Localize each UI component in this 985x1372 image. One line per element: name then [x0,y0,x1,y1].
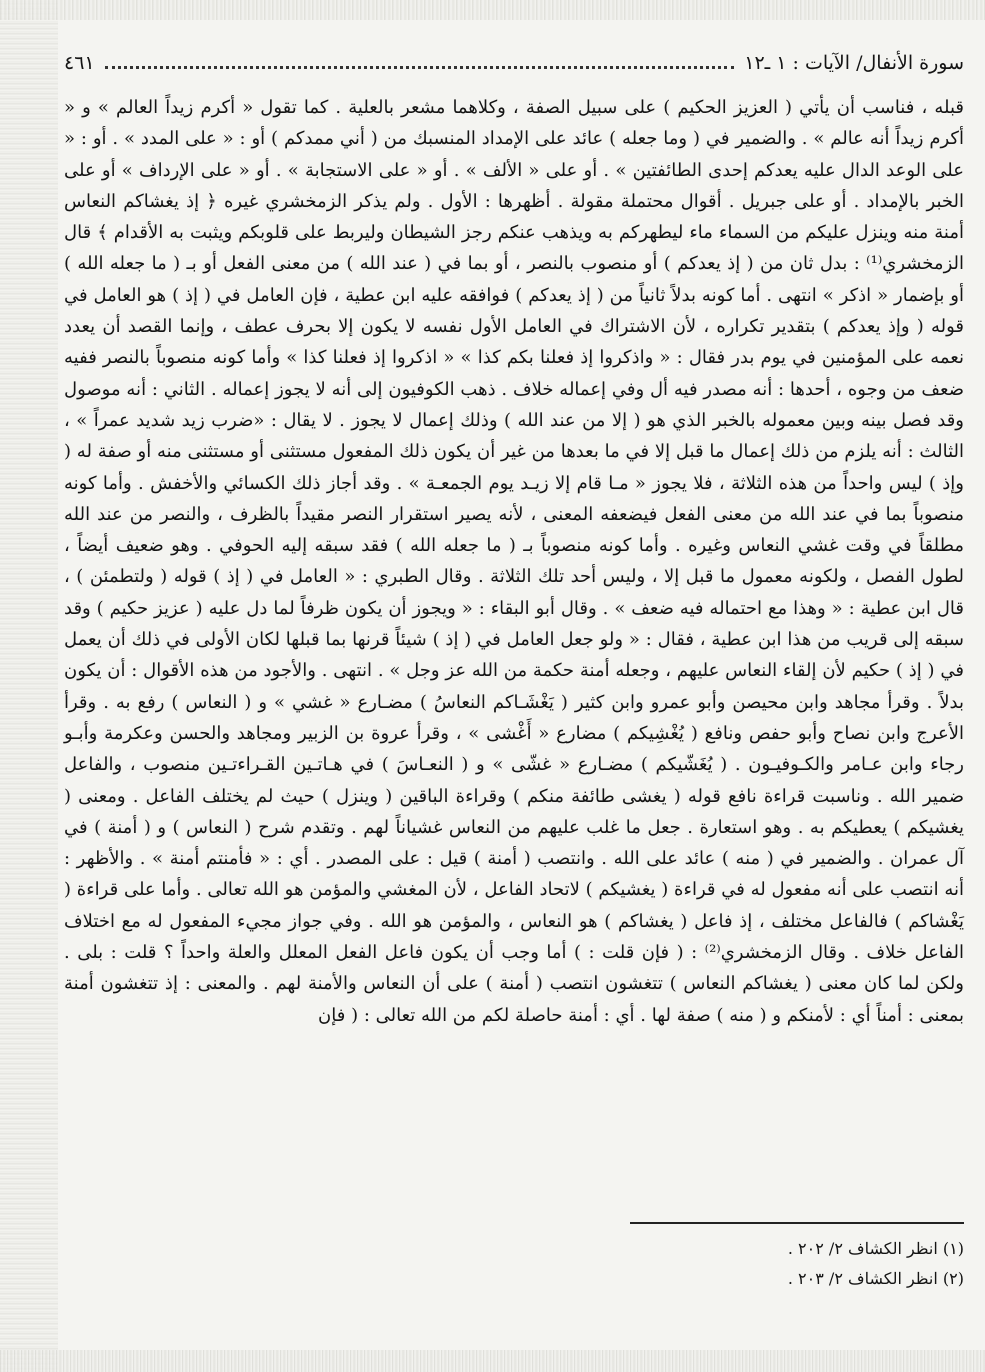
scan-edge-bottom [0,1350,985,1372]
scan-edge-left [0,0,58,1372]
page-number: ٤٦١ [64,52,95,74]
header-leader-dots [105,56,735,69]
surah-title: سورة الأنفال/ الآيات : ١ ـ١٢ [744,52,964,74]
body-paragraph: قبله ، فناسب أن يأتي ( العزيز الحكيم ) على سبيل الصفة ، وكلاهما مشعر بالعلية . كما تقول « أكرم زيداً العالم » و « أكرم زيداً أنه عالم » . والضمير في ( وما جعله ) عائد على الإمداد المنسبك من ( أني ممدكم ) أو : « على المدد » . أو : « على الوعد الدال عليه يعدكم إحدى الطائفتين » . أو على « الألف » . أو « على الاستجابة » . أو « على الإرداف » أو على الخبر بالإمداد . أو على جبريل . أقوال محتملة مقولة . أظهرها : الأول . ولم يذكر الزمخشري غيره ﴿ إذ يغشاكم النعاس أمنة منه وينزل عليكم من السماء ماء ليطهركم به ويذهب عنكم رجز الشيطان وليربط على قلوبكم ويثبت به الأقدام ﴾ قال الزمخشري⁽¹⁾ : بدل ثان من ( إذ يعدكم ) أو منصوب بالنصر ، أو بما في ( عند الله ) من معنى الفعل أو بـ ( ما جعله الله ) أو بإضمار « اذكر » انتهى . أما كونه بدلاً ثانياً من ( إذ يعدكم ) فوافقه عليه ابن عطية ، فإن العامل في ( إذ ) هو العامل في قوله ( وإذ يعدكم ) بتقدير تكراره ، لأن الاشتراك في العامل الأول نفسه لا يكون إلا بحرف عطف ، وإنما القصد أن يعدد نعمه على المؤمنين في يوم بدر فقال : « واذكروا إذ فعلنا بكم كذا » « اذكروا إذ فعلنا كذا » وأما كونه منصوباً بالنصر ففيه ضعف من وجوه ، أحدها : أنه مصدر فيه أل وفي إعماله خلاف . ذهب الكوفيون إلى أنه لا يجوز إعماله . الثاني : أنه موصول وقد فصل بينه وبين معموله بالخبر الذي هو ( إلا من عند الله ) وذلك إعمال لا يجوز . لا يقال : «ضرب زيد شديد عمراً » ، الثالث : أنه يلزم من ذلك إعمال ما قبل إلا في ما بعدها من غير أن يكون ذلك المفعول مستثنى أو مستثنى منه أو صفة له ( وإذ ) ليس واحداً من هذه الثلاثة ، فلا يجوز « مـا قام إلا زيـد يوم الجمعـة » . وقد أجاز ذلك الكسائي والأخفش . وأما كونه منصوباً بما في عند الله من معنى الفعل فيضعفه المعنى ، لأنه يصير استقرار النصر مقيداً بالظرف ، والنصر من عند الله مطلقاً في وقت غشي النعاس وغيره . وأما كونه منصوباً بـ ( ما جعله الله ) فقد سبقه إليه الحوفي . وهو ضعيف أيضاً ، لطول الفصل ، ولكونه معمول ما قبل إلا ، وليس أحد تلك الثلاثة . وقال الطبري : « العامل في ( إذ ) قوله ( ولتطمئن ) ، قال ابن عطية : « وهذا مع احتماله فيه ضعف » . وقال أبو البقاء : « ويجوز أن يكون ظرفاً لما دل عليه ( عزيز حكيم ) وقد سبقه إلى قريب من هذا ابن عطية ، فقال : « ولو جعل العامل في ( إذ ) شيئاً قرنها بما قبلها لكان الأولى في ذلك أن يعمل في ( إذ ) حكيم لأن إلقاء النعاس عليهم ، وجعله أمنة حكمة من الله عز وجل » . انتهى . والأجود من هذه الأقوال : أن يكون بدلاً . وقرأ مجاهد وابن محيصن وأبو عمرو وابن كثير ( يَغْشَـاكم النعاسُ ) مضـارع « غشي » و ( النعاس ) رفع به . وقرأ الأعرج وابن نصاح وأبو حفص ونافع ( يُغْشِيكم ) مضارع « أَغْشى » ، وقرأ عروة بن الزبير ومجاهد والحسن وعكرمة وأبـو رجاء وابن عـامر والكـوفيـون . ( يُغَشّيكم ) مضـارع « غشّى » و ( النعـاسَ ) في هـاتـين القـراءتـين منصوب ، والفاعل ضمير الله . وناسبت قراءة نافع قوله ( يغشى طائفة منكم ) وقراءة الباقين ( وينزل ) حيث لم يختلف الفاعل . ومعنى ( يغشيكم ) يعطيكم به . وهو استعارة . جعل ما غلب عليهم من النعاس غشياناً لهم . وتقدم شرح ( النعاس ) و ( أمنة ) في آل عمران . والضمير في ( منه ) عائد على الله . وانتصب ( أمنة ) قيل : على المصدر . أي : « فأمنتم أمنة » . والأظهر : أنه انتصب على أنه مفعول له في قراءة ( يغشيكم ) لاتحاد الفاعل ، لأن المغشي والمؤمن هو الله تعالى . وأما على قراءة ( يَغْشاكم ) فالفاعل مختلف ، إذ فاعل ( يغشاكم ) هو النعاس ، والمؤمن هو الله . وفي جواز مجيء المفعول له مع اختلاف الفاعل خلاف . وقال الزمخشري⁽²⁾ : ( فإن قلت : ) أما وجب أن يكون فاعل الفعل المعلل والعلة واحداً ؟ قلت : بلى . ولكن لما كان معنى ( يغشاكم النعاس ) تتغشون انتصب ( أمنة ) على أن النعاس والأمنة لهم . والمعنى : إذ تتغشون أمنة بمعنى : أمناً أي : لأمنكم و ( منه ) صفة لها . أي : أمنة حاصلة لكم من الله تعالى : ( فإن [64,97,964,1026]
body-text [64,92,964,1031]
footnotes [64,1234,964,1294]
running-header [64,52,964,88]
footnote-2: (٢) انظر الكشاف ٢/ ٢٠٣ . [787,1269,964,1288]
footnote-divider [630,1222,964,1224]
footnote-1: (١) انظر الكشاف ٢/ ٢٠٢ . [787,1239,964,1258]
page [64,52,964,1332]
scan-edge-top [0,0,985,20]
